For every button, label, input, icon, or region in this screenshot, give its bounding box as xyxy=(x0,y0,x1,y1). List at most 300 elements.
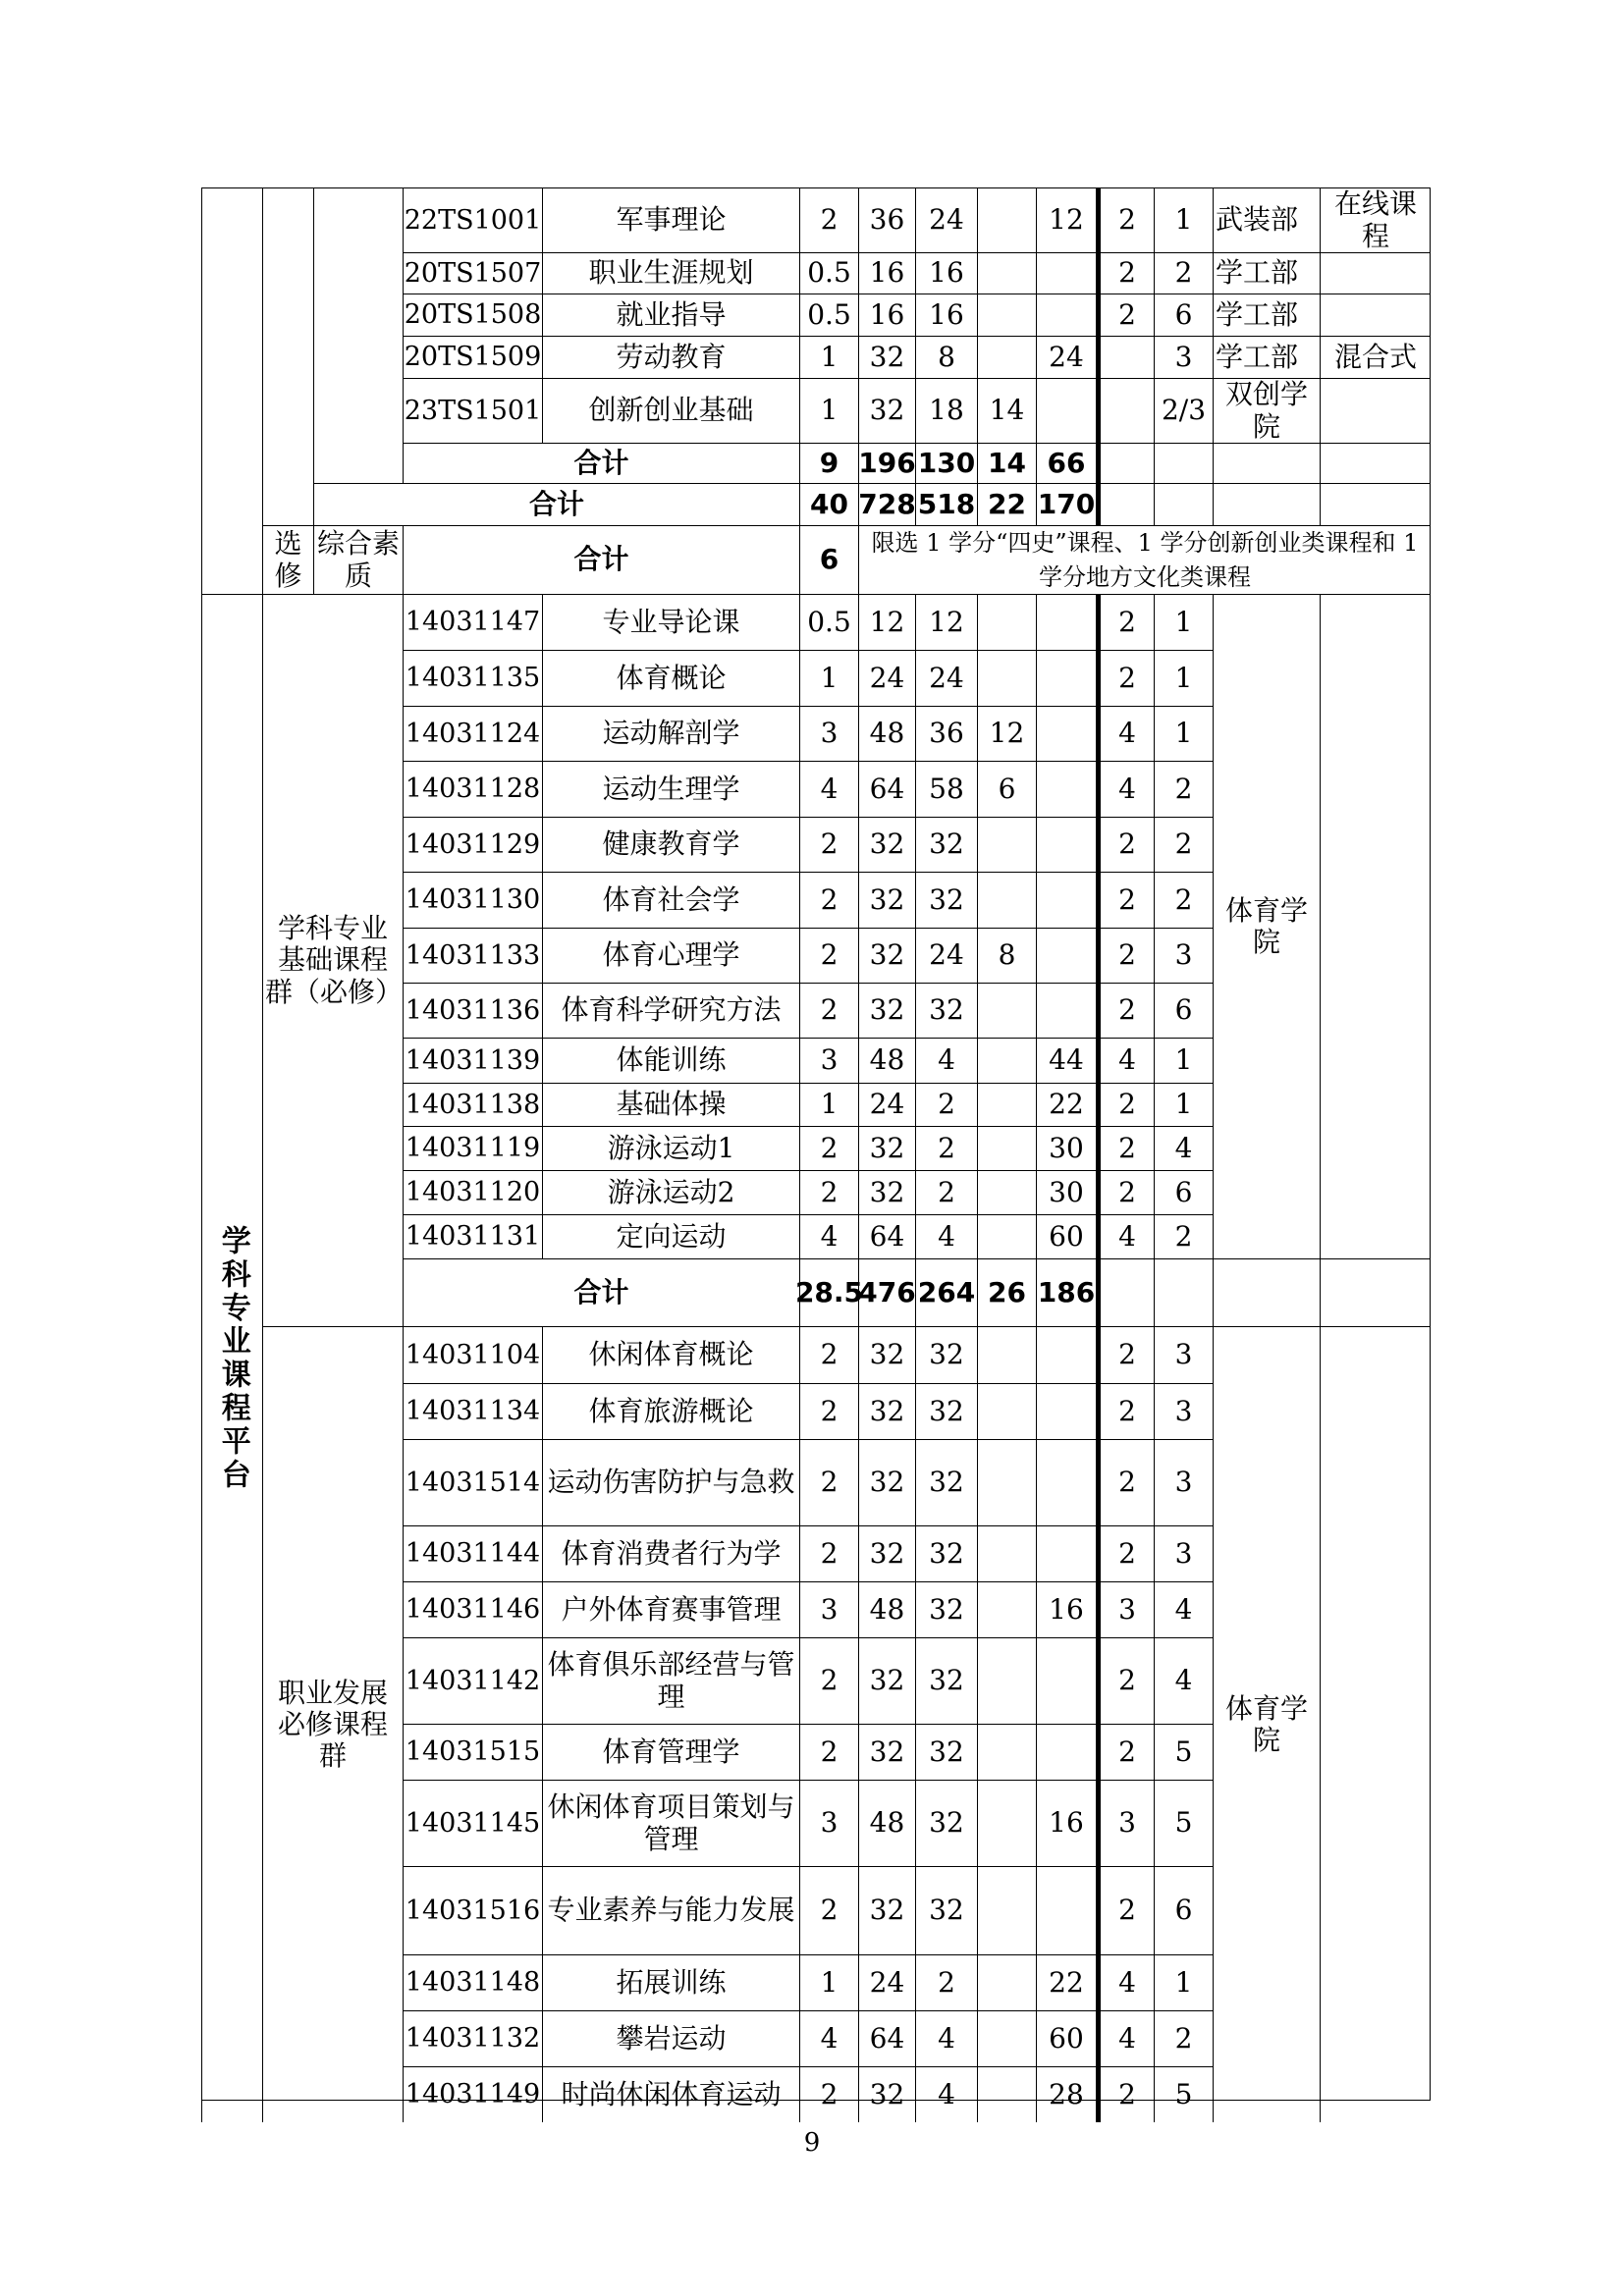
theory-hours-cell: 2 xyxy=(915,1954,977,2010)
credits-cell: 2 xyxy=(799,1637,858,1724)
experiment-hours-cell xyxy=(977,650,1036,706)
theory-hours-cell: 32 xyxy=(915,1581,977,1637)
course-name: 拓展训练 xyxy=(542,1954,799,2010)
semester-cell: 4 xyxy=(1154,1581,1213,1637)
empty-cell xyxy=(1213,483,1320,525)
course-code: 14031515 xyxy=(403,1724,542,1780)
hours-cell: 32 xyxy=(858,872,915,928)
empty-cell xyxy=(1154,1258,1213,1326)
credits-cell: 3 xyxy=(799,706,858,761)
practice-hours-cell: 28 xyxy=(1036,2066,1096,2122)
weekly-hours-cell: 2 xyxy=(1096,1637,1154,1724)
weekly-hours-cell: 2 xyxy=(1096,817,1154,872)
theory-hours-cell: 16 xyxy=(915,252,977,294)
theory-hours-cell: 36 xyxy=(915,706,977,761)
hours-cell: 24 xyxy=(858,650,915,706)
course-code: 14031149 xyxy=(403,2066,542,2122)
credits-cell: 3 xyxy=(799,1780,858,1866)
semester-cell: 1 xyxy=(1154,594,1213,650)
course-name: 运动解剖学 xyxy=(542,706,799,761)
credits-cell: 1 xyxy=(799,1954,858,2010)
practice-hours-cell: 16 xyxy=(1036,1581,1096,1637)
experiment-hours-cell xyxy=(977,1170,1036,1214)
remark-cell: 混合式 xyxy=(1320,336,1431,378)
department-cell: 学工部 xyxy=(1213,336,1320,378)
experiment-hours-cell xyxy=(977,1637,1036,1724)
hours-cell: 36 xyxy=(858,187,915,252)
course-name: 体育心理学 xyxy=(542,928,799,983)
hours-cell: 32 xyxy=(858,1866,915,1954)
semester-cell: 5 xyxy=(1154,1780,1213,1866)
semester-cell: 1 xyxy=(1154,1954,1213,2010)
course-code: 20TS1509 xyxy=(403,336,542,378)
subtotal-label: 合计 xyxy=(313,483,799,525)
credits-cell: 2 xyxy=(799,1439,858,1525)
empty-cell xyxy=(1213,443,1320,483)
weekly-hours-cell: 4 xyxy=(1096,1214,1154,1258)
experiment-hours-cell xyxy=(977,2010,1036,2066)
practice-hours-cell xyxy=(1036,761,1096,817)
course-name: 专业素养与能力发展 xyxy=(542,1866,799,1954)
weekly-hours-cell: 4 xyxy=(1096,2010,1154,2066)
credits-cell: 2 xyxy=(799,983,858,1038)
weekly-hours-cell: 2 xyxy=(1096,1724,1154,1780)
course-name: 休闲体育概论 xyxy=(542,1326,799,1383)
hours-cell: 16 xyxy=(858,252,915,294)
credits-cell: 0.5 xyxy=(799,294,858,336)
empty-cell xyxy=(1096,443,1154,483)
course-name: 体育俱乐部经营与管理 xyxy=(542,1637,799,1724)
hours-cell: 32 xyxy=(858,1439,915,1525)
empty-cell xyxy=(1213,1258,1320,1326)
experiment-hours-cell xyxy=(977,252,1036,294)
semester-cell: 2 xyxy=(1154,761,1213,817)
hours-cell: 32 xyxy=(858,928,915,983)
empty-cell xyxy=(1320,483,1431,525)
theory-hours-cell: 32 xyxy=(915,1383,977,1439)
semester-cell: 3 xyxy=(1154,1326,1213,1383)
practice-hours-cell: 44 xyxy=(1036,1038,1096,1083)
weekly-hours-cell: 2 xyxy=(1096,594,1154,650)
hours-cell: 24 xyxy=(858,1083,915,1126)
experiment-hours-cell xyxy=(977,1038,1036,1083)
hours-cell: 48 xyxy=(858,1038,915,1083)
course-code: 14031145 xyxy=(403,1780,542,1866)
practice-hours-cell: 12 xyxy=(1036,187,1096,252)
theory-hours-cell: 32 xyxy=(915,1724,977,1780)
remark-cell xyxy=(1320,1326,1431,2122)
credits-cell: 3 xyxy=(799,1581,858,1637)
theory-hours-cell: 32 xyxy=(915,1866,977,1954)
experiment-hours-cell xyxy=(977,187,1036,252)
theory-hours-cell: 32 xyxy=(915,1439,977,1525)
weekly-hours-cell xyxy=(1096,336,1154,378)
empty-cell xyxy=(1096,1258,1154,1326)
comprehensive-quality-label: 综合素质 xyxy=(313,525,403,594)
semester-cell: 2/3 xyxy=(1154,378,1213,443)
course-code: 14031130 xyxy=(403,872,542,928)
credits-cell: 2 xyxy=(799,1525,858,1581)
credits-cell: 1 xyxy=(799,650,858,706)
weekly-hours-cell: 4 xyxy=(1096,761,1154,817)
subtotal-theory: 264 xyxy=(915,1258,977,1326)
experiment-hours-cell xyxy=(977,336,1036,378)
course-name: 休闲体育项目策划与管理 xyxy=(542,1780,799,1866)
theory-hours-cell: 2 xyxy=(915,1083,977,1126)
practice-hours-cell xyxy=(1036,1383,1096,1439)
course-code: 14031144 xyxy=(403,1525,542,1581)
hours-cell: 16 xyxy=(858,294,915,336)
course-name: 基础体操 xyxy=(542,1083,799,1126)
course-code: 20TS1507 xyxy=(403,252,542,294)
semester-cell: 3 xyxy=(1154,1525,1213,1581)
hours-cell: 64 xyxy=(858,761,915,817)
course-name: 体育概论 xyxy=(542,650,799,706)
practice-hours-cell xyxy=(1036,1326,1096,1383)
weekly-hours-cell: 2 xyxy=(1096,928,1154,983)
theory-hours-cell: 4 xyxy=(915,1214,977,1258)
hours-cell: 32 xyxy=(858,817,915,872)
weekly-hours-cell: 2 xyxy=(1096,650,1154,706)
hours-cell: 48 xyxy=(858,1581,915,1637)
practice-hours-cell xyxy=(1036,817,1096,872)
hours-cell: 32 xyxy=(858,1383,915,1439)
empty-cell xyxy=(1154,483,1213,525)
group-continued-cell xyxy=(313,187,403,483)
credits-cell: 2 xyxy=(799,1383,858,1439)
experiment-hours-cell xyxy=(977,872,1036,928)
credits-cell: 2 xyxy=(799,928,858,983)
subtotal-experiment: 26 xyxy=(977,1258,1036,1326)
theory-hours-cell: 32 xyxy=(915,817,977,872)
credits-cell: 2 xyxy=(799,1724,858,1780)
department-cell: 学工部 xyxy=(1213,252,1320,294)
subtotal-label: 合计 xyxy=(403,443,799,483)
course-code: 14031142 xyxy=(403,1637,542,1724)
hours-cell: 24 xyxy=(858,1954,915,2010)
practice-hours-cell xyxy=(1036,872,1096,928)
course-name: 户外体育赛事管理 xyxy=(542,1581,799,1637)
department-cell: 体育学院 xyxy=(1213,1326,1320,2122)
course-name: 劳动教育 xyxy=(542,336,799,378)
subtotal-practice: 186 xyxy=(1036,1258,1096,1326)
hours-cell: 32 xyxy=(858,2066,915,2122)
credits-cell: 4 xyxy=(799,761,858,817)
credits-cell: 2 xyxy=(799,817,858,872)
course-code: 14031104 xyxy=(403,1326,542,1383)
weekly-hours-cell: 2 xyxy=(1096,294,1154,336)
semester-cell: 3 xyxy=(1154,928,1213,983)
department-cell: 武装部 xyxy=(1213,187,1320,252)
experiment-hours-cell xyxy=(977,1724,1036,1780)
experiment-hours-cell xyxy=(977,1780,1036,1866)
course-code: 14031138 xyxy=(403,1083,542,1126)
experiment-hours-cell xyxy=(977,1383,1036,1439)
course-name: 专业导论课 xyxy=(542,594,799,650)
hours-cell: 32 xyxy=(858,378,915,443)
category-continued-cell xyxy=(262,187,313,525)
semester-cell: 1 xyxy=(1154,187,1213,252)
practice-hours-cell: 30 xyxy=(1036,1170,1096,1214)
practice-hours-cell xyxy=(1036,1525,1096,1581)
theory-hours-cell: 32 xyxy=(915,1525,977,1581)
course-code: 14031128 xyxy=(403,761,542,817)
platform-label: 学科专业课程平台 xyxy=(201,594,262,2122)
weekly-hours-cell: 2 xyxy=(1096,872,1154,928)
course-code: 23TS1501 xyxy=(403,378,542,443)
course-code: 14031133 xyxy=(403,928,542,983)
credits-cell: 1 xyxy=(799,336,858,378)
practice-hours-cell: 16 xyxy=(1036,1780,1096,1866)
theory-hours-cell: 32 xyxy=(915,1780,977,1866)
foundation-group-label: 学科专业基础课程群（必修） xyxy=(262,594,403,1326)
weekly-hours-cell: 2 xyxy=(1096,187,1154,252)
course-name: 游泳运动2 xyxy=(542,1170,799,1214)
semester-cell: 6 xyxy=(1154,983,1213,1038)
hours-cell: 32 xyxy=(858,1724,915,1780)
experiment-hours-cell xyxy=(977,1581,1036,1637)
course-code: 14031129 xyxy=(403,817,542,872)
credits-cell: 1 xyxy=(799,1083,858,1126)
course-name: 体育社会学 xyxy=(542,872,799,928)
semester-cell: 4 xyxy=(1154,1637,1213,1724)
hours-cell: 64 xyxy=(858,2010,915,2066)
semester-cell: 6 xyxy=(1154,294,1213,336)
weekly-hours-cell: 3 xyxy=(1096,1581,1154,1637)
hours-cell: 12 xyxy=(858,594,915,650)
weekly-hours-cell: 2 xyxy=(1096,1170,1154,1214)
empty-cell xyxy=(1320,443,1431,483)
hours-cell: 32 xyxy=(858,336,915,378)
weekly-hours-cell: 2 xyxy=(1096,1083,1154,1126)
course-name: 体能训练 xyxy=(542,1038,799,1083)
experiment-hours-cell xyxy=(977,1326,1036,1383)
experiment-hours-cell xyxy=(977,2066,1036,2122)
experiment-hours-cell xyxy=(977,983,1036,1038)
weekly-hours-cell: 2 xyxy=(1096,1439,1154,1525)
platform-continued-cell xyxy=(201,187,262,594)
credits-cell: 0.5 xyxy=(799,594,858,650)
course-name: 体育消费者行为学 xyxy=(542,1525,799,1581)
semester-cell: 1 xyxy=(1154,650,1213,706)
empty-cell xyxy=(1320,1258,1431,1326)
theory-hours-cell: 4 xyxy=(915,2010,977,2066)
theory-hours-cell: 2 xyxy=(915,1126,977,1170)
theory-hours-cell: 24 xyxy=(915,928,977,983)
practice-hours-cell: 22 xyxy=(1036,1083,1096,1126)
credits-cell: 1 xyxy=(799,378,858,443)
weekly-hours-cell: 4 xyxy=(1096,706,1154,761)
page-number: 9 xyxy=(803,2128,821,2158)
theory-hours-cell: 32 xyxy=(915,872,977,928)
semester-cell: 3 xyxy=(1154,1383,1213,1439)
course-name: 游泳运动1 xyxy=(542,1126,799,1170)
course-name: 创新创业基础 xyxy=(542,378,799,443)
credits-cell: 4 xyxy=(799,1214,858,1258)
semester-cell: 3 xyxy=(1154,336,1213,378)
semester-cell: 1 xyxy=(1154,1038,1213,1083)
course-code: 14031139 xyxy=(403,1038,542,1083)
credits-cell: 2 xyxy=(799,187,858,252)
remark-cell xyxy=(1320,294,1431,336)
theory-hours-cell: 58 xyxy=(915,761,977,817)
hours-cell: 48 xyxy=(858,706,915,761)
curriculum-table xyxy=(201,187,1431,2110)
experiment-hours-cell xyxy=(977,817,1036,872)
experiment-hours-cell xyxy=(977,1525,1036,1581)
weekly-hours-cell: 2 xyxy=(1096,1383,1154,1439)
course-name: 时尚休闲体育运动 xyxy=(542,2066,799,2122)
course-code: 14031148 xyxy=(403,1954,542,2010)
experiment-hours-cell xyxy=(977,1439,1036,1525)
hours-cell: 48 xyxy=(858,1780,915,1866)
practice-hours-cell xyxy=(1036,706,1096,761)
subtotal-label: 合计 xyxy=(403,525,799,594)
experiment-hours-cell: 6 xyxy=(977,761,1036,817)
course-code: 14031516 xyxy=(403,1866,542,1954)
experiment-hours-cell: 12 xyxy=(977,706,1036,761)
weekly-hours-cell: 2 xyxy=(1096,252,1154,294)
theory-hours-cell: 2 xyxy=(915,1170,977,1214)
semester-cell: 3 xyxy=(1154,1439,1213,1525)
practice-hours-cell: 60 xyxy=(1036,1214,1096,1258)
department-cell: 学工部 xyxy=(1213,294,1320,336)
course-name: 军事理论 xyxy=(542,187,799,252)
practice-hours-cell xyxy=(1036,1439,1096,1525)
course-code: 14031131 xyxy=(403,1214,542,1258)
credits-cell: 2 xyxy=(799,2066,858,2122)
practice-hours-cell xyxy=(1036,1724,1096,1780)
weekly-hours-cell xyxy=(1096,378,1154,443)
practice-hours-cell xyxy=(1036,928,1096,983)
weekly-hours-cell: 2 xyxy=(1096,983,1154,1038)
experiment-hours-cell xyxy=(977,594,1036,650)
semester-cell: 2 xyxy=(1154,2010,1213,2066)
subtotal-label: 合计 xyxy=(403,1258,799,1326)
experiment-hours-cell: 14 xyxy=(977,378,1036,443)
elective-credits: 6 xyxy=(799,525,858,594)
credits-cell: 2 xyxy=(799,1126,858,1170)
remark-cell xyxy=(1320,594,1431,1258)
semester-cell: 6 xyxy=(1154,1866,1213,1954)
semester-cell: 1 xyxy=(1154,706,1213,761)
course-code: 14031119 xyxy=(403,1126,542,1170)
semester-cell: 2 xyxy=(1154,872,1213,928)
subtotal-hours: 476 xyxy=(858,1258,915,1326)
practice-hours-cell xyxy=(1036,983,1096,1038)
theory-hours-cell: 32 xyxy=(915,1326,977,1383)
semester-cell: 6 xyxy=(1154,1170,1213,1214)
weekly-hours-cell: 2 xyxy=(1096,1126,1154,1170)
weekly-hours-cell: 2 xyxy=(1096,1525,1154,1581)
course-code: 22TS1001 xyxy=(403,187,542,252)
subtotal-theory: 518 xyxy=(915,483,977,525)
course-name: 运动伤害防护与急救 xyxy=(542,1439,799,1525)
theory-hours-cell: 4 xyxy=(915,2066,977,2122)
department-cell: 体育学院 xyxy=(1213,594,1320,1258)
credits-cell: 2 xyxy=(799,1326,858,1383)
experiment-hours-cell xyxy=(977,1866,1036,1954)
hours-cell: 32 xyxy=(858,983,915,1038)
semester-cell: 2 xyxy=(1154,1214,1213,1258)
experiment-hours-cell xyxy=(977,294,1036,336)
course-name: 攀岩运动 xyxy=(542,2010,799,2066)
weekly-hours-cell: 3 xyxy=(1096,1780,1154,1866)
subtotal-credits: 40 xyxy=(799,483,858,525)
subtotal-credits: 28.5 xyxy=(799,1258,858,1326)
hours-cell: 32 xyxy=(858,1525,915,1581)
theory-hours-cell: 12 xyxy=(915,594,977,650)
weekly-hours-cell: 2 xyxy=(1096,1866,1154,1954)
practice-hours-cell: 22 xyxy=(1036,1954,1096,2010)
subtotal-hours: 728 xyxy=(858,483,915,525)
course-code: 20TS1508 xyxy=(403,294,542,336)
subtotal-practice: 66 xyxy=(1036,443,1096,483)
theory-hours-cell: 32 xyxy=(915,983,977,1038)
course-name: 职业生涯规划 xyxy=(542,252,799,294)
subtotal-credits: 9 xyxy=(799,443,858,483)
course-name: 定向运动 xyxy=(542,1214,799,1258)
credits-cell: 2 xyxy=(799,872,858,928)
practice-hours-cell xyxy=(1036,378,1096,443)
course-name: 体育管理学 xyxy=(542,1724,799,1780)
practice-hours-cell xyxy=(1036,1637,1096,1724)
remark-cell xyxy=(1320,252,1431,294)
practice-hours-cell xyxy=(1036,594,1096,650)
remark-cell: 在线课程 xyxy=(1320,187,1431,252)
theory-hours-cell: 8 xyxy=(915,336,977,378)
theory-hours-cell: 4 xyxy=(915,1038,977,1083)
course-name: 运动生理学 xyxy=(542,761,799,817)
subtotal-practice: 170 xyxy=(1036,483,1096,525)
elective-label: 选修 xyxy=(262,525,313,594)
career-group-label: 职业发展必修课程群 xyxy=(262,1326,403,2122)
course-name: 健康教育学 xyxy=(542,817,799,872)
course-code: 14031147 xyxy=(403,594,542,650)
empty-cell xyxy=(1154,443,1213,483)
credits-cell: 2 xyxy=(799,1866,858,1954)
course-code: 14031134 xyxy=(403,1383,542,1439)
credits-cell: 3 xyxy=(799,1038,858,1083)
subtotal-theory: 130 xyxy=(915,443,977,483)
credits-cell: 2 xyxy=(799,1170,858,1214)
credits-cell: 0.5 xyxy=(799,252,858,294)
semester-cell: 2 xyxy=(1154,252,1213,294)
experiment-hours-cell: 8 xyxy=(977,928,1036,983)
course-name: 体育科学研究方法 xyxy=(542,983,799,1038)
elective-note: 限选 1 学分“四史”课程、1 学分创新创业类课程和 1 学分地方文化类课程 xyxy=(858,525,1431,594)
experiment-hours-cell xyxy=(977,1214,1036,1258)
course-code: 14031136 xyxy=(403,983,542,1038)
semester-cell: 5 xyxy=(1154,2066,1213,2122)
course-code: 14031120 xyxy=(403,1170,542,1214)
remark-cell xyxy=(1320,378,1431,443)
course-code: 14031146 xyxy=(403,1581,542,1637)
hours-cell: 32 xyxy=(858,1126,915,1170)
weekly-hours-cell: 2 xyxy=(1096,2066,1154,2122)
practice-hours-cell: 30 xyxy=(1036,1126,1096,1170)
theory-hours-cell: 32 xyxy=(915,1637,977,1724)
course-code: 14031124 xyxy=(403,706,542,761)
semester-cell: 2 xyxy=(1154,817,1213,872)
weekly-hours-cell: 2 xyxy=(1096,1326,1154,1383)
theory-hours-cell: 18 xyxy=(915,378,977,443)
course-code: 14031135 xyxy=(403,650,542,706)
credits-cell: 4 xyxy=(799,2010,858,2066)
semester-cell: 1 xyxy=(1154,1083,1213,1126)
practice-hours-cell: 60 xyxy=(1036,2010,1096,2066)
subtotal-experiment: 14 xyxy=(977,443,1036,483)
